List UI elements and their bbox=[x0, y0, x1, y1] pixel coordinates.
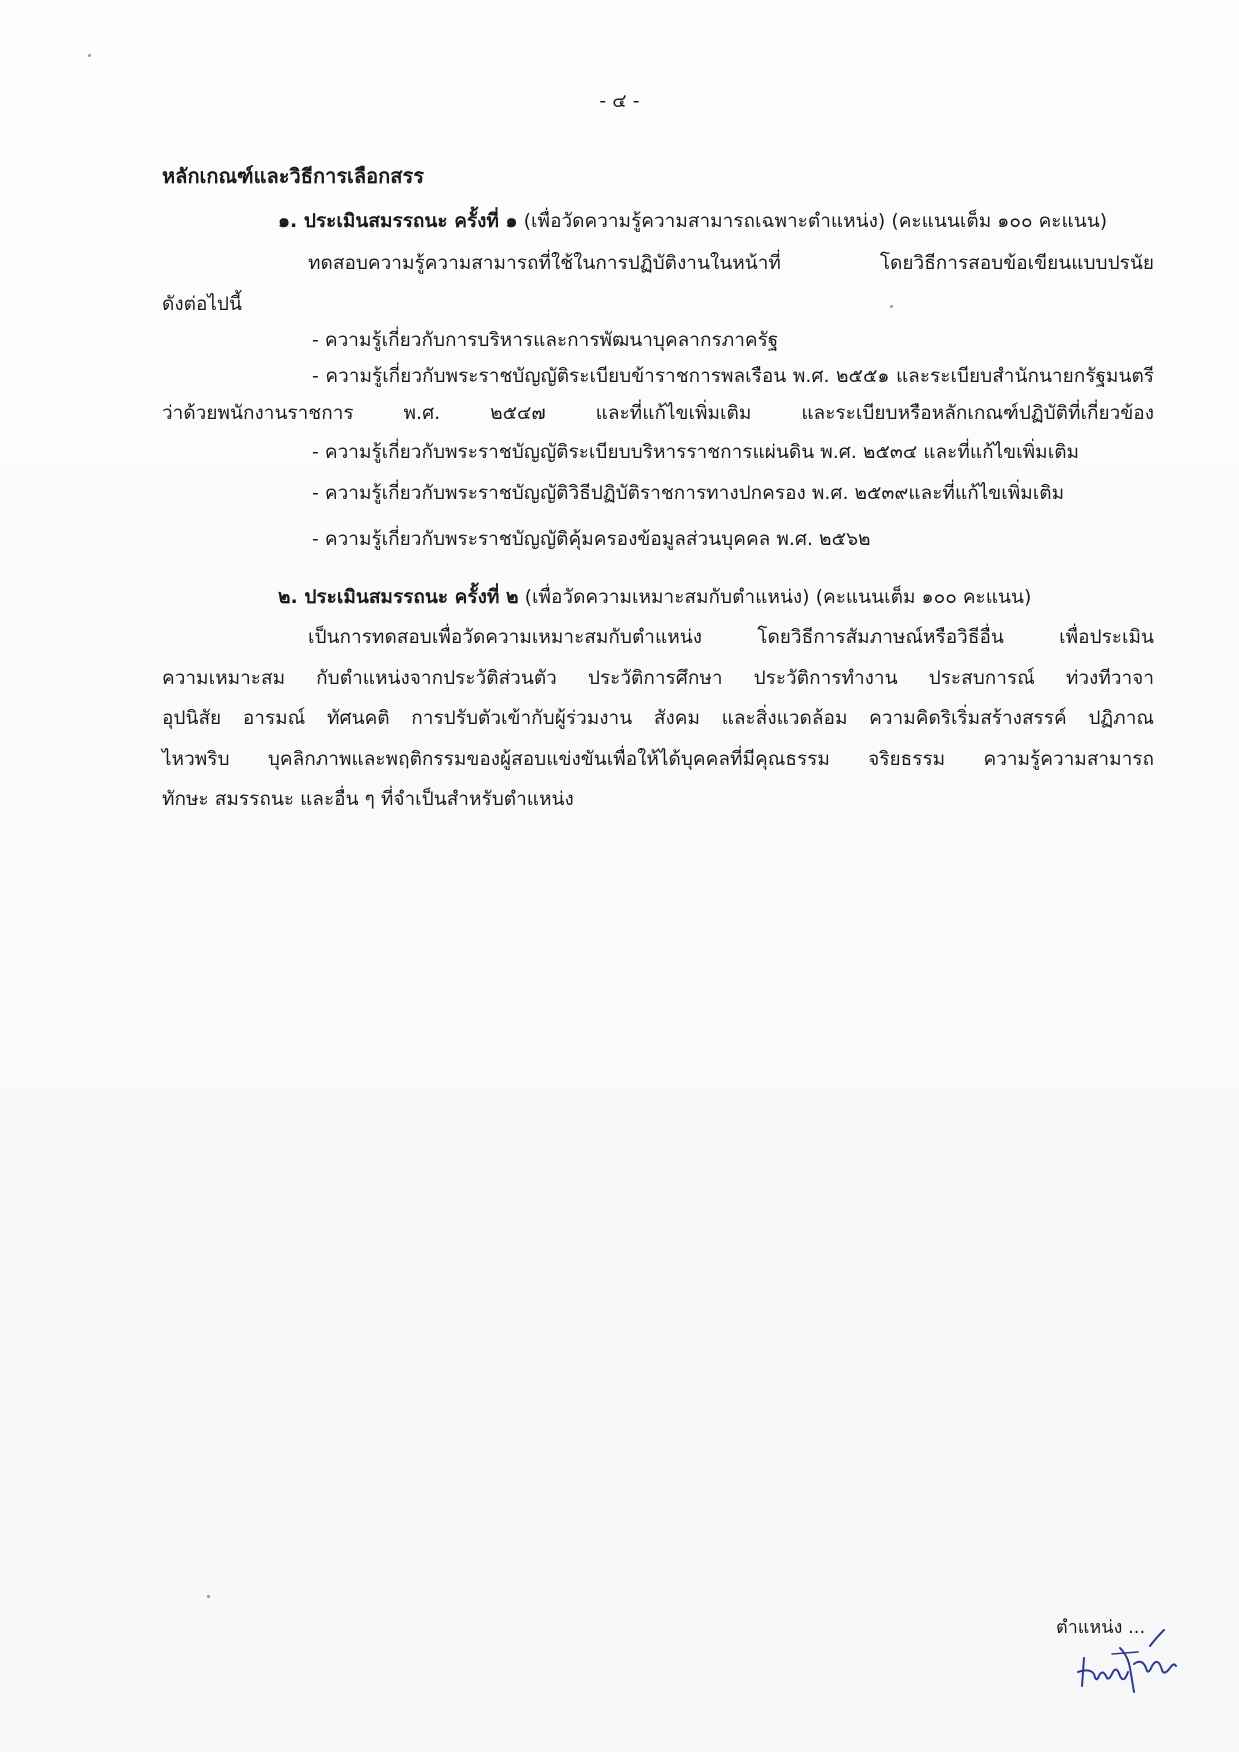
signature-icon bbox=[1072, 1618, 1182, 1700]
item1-bullet: - ความรู้เกี่ยวกับพระราชบัญญัติวิธีปฏิบัติราชการทางปกครอง พ.ศ. ๒๕๓๙และที่แก้ไขเพิ่มเติม bbox=[312, 482, 1065, 504]
item2-paragraph-line: ไหวพริบ บุคลิกภาพและพฤติกรรมของผู้สอบแข่งขันเพื่อให้ได้บุคคลที่มีคุณธรรม จริยธรรม ความรู้ความสามารถ bbox=[162, 748, 1154, 770]
item1-bullet: - ความรู้เกี่ยวกับพระราชบัญญัติระเบียบข้าราชการพลเรือน พ.ศ. ๒๕๕๑ และระเบียบสำนักนายกรัฐมนตรี bbox=[312, 365, 1154, 387]
item2-heading-rest: (เพื่อวัดความเหมาะสมกับตำแหน่ง) (คะแนนเต็ม ๑๐๐ คะแนน) bbox=[518, 586, 1032, 608]
item2-heading bbox=[278, 584, 1031, 610]
item2-paragraph-line: ความเหมาะสม กับตำแหน่งจากประวัติส่วนตัว ประวัติการศึกษา ประวัติการทำงาน ประสบการณ์ ท่วงทีวาจา bbox=[162, 667, 1154, 689]
item1-bullet: - ความรู้เกี่ยวกับพระราชบัญญัติคุ้มครองข้อมูลส่วนบุคคล พ.ศ. ๒๕๖๒ bbox=[312, 528, 871, 550]
item1-heading-bold: ๑. ประเมินสมรรถนะ ครั้งที่ ๑ bbox=[278, 210, 518, 232]
scan-speck bbox=[890, 305, 893, 308]
section-title: หลักเกณฑ์และวิธีการเลือกสรร bbox=[162, 164, 424, 188]
item1-bullet: - ความรู้เกี่ยวกับการบริหารและการพัฒนาบุคลากรภาครัฐ bbox=[312, 329, 779, 351]
item2-paragraph-line: ทักษะ สมรรถนะ และอื่น ๆ ที่จำเป็นสำหรับตำแหน่ง bbox=[162, 788, 574, 810]
scan-speck bbox=[88, 54, 91, 57]
item1-intro-line2: ดังต่อไปนี้ bbox=[162, 293, 242, 315]
item2-paragraph-line: เป็นการทดสอบเพื่อวัดความเหมาะสมกับตำแหน่ง โดยวิธีการสัมภาษณ์หรือวิธีอื่น เพื่อประเมิน bbox=[308, 626, 1154, 648]
page-number: - ๔ - bbox=[599, 90, 640, 112]
item1-bullet: - ความรู้เกี่ยวกับพระราชบัญญัติระเบียบบริหารราชการแผ่นดิน พ.ศ. ๒๕๓๔ และที่แก้ไขเพิ่มเติม bbox=[312, 441, 1080, 463]
item1-bullet-continued: ว่าด้วยพนักงานราชการ พ.ศ. ๒๕๔๗ และที่แก้ไขเพิ่มเติม และระเบียบหรือหลักเกณฑ์ปฏิบัติที่เกี่ยวข้อง bbox=[162, 402, 1154, 424]
item1-heading bbox=[278, 208, 1107, 234]
item1-heading-rest: (เพื่อวัดความรู้ความสามารถเฉพาะตำแหน่ง) (คะแนนเต็ม ๑๐๐ คะแนน) bbox=[517, 210, 1108, 232]
scan-speck bbox=[207, 1595, 210, 1598]
item1-intro-line1: ทดสอบความรู้ความสามารถที่ใช้ในการปฏิบัติงานในหน้าที่ โดยวิธีการสอบข้อเขียนแบบปรนัย bbox=[308, 252, 1154, 274]
continuation-note: ตำแหน่ง ... bbox=[1056, 1617, 1146, 1638]
item2-heading-bold: ๒. ประเมินสมรรถนะ ครั้งที่ ๒ bbox=[278, 586, 519, 608]
item2-paragraph-line: อุปนิสัย อารมณ์ ทัศนคติ การปรับตัวเข้ากับผู้ร่วมงาน สังคม และสิ่งแวดล้อม ความคิดริเริ่มสร้างสรรค์ ปฏิภาณ bbox=[162, 707, 1154, 729]
